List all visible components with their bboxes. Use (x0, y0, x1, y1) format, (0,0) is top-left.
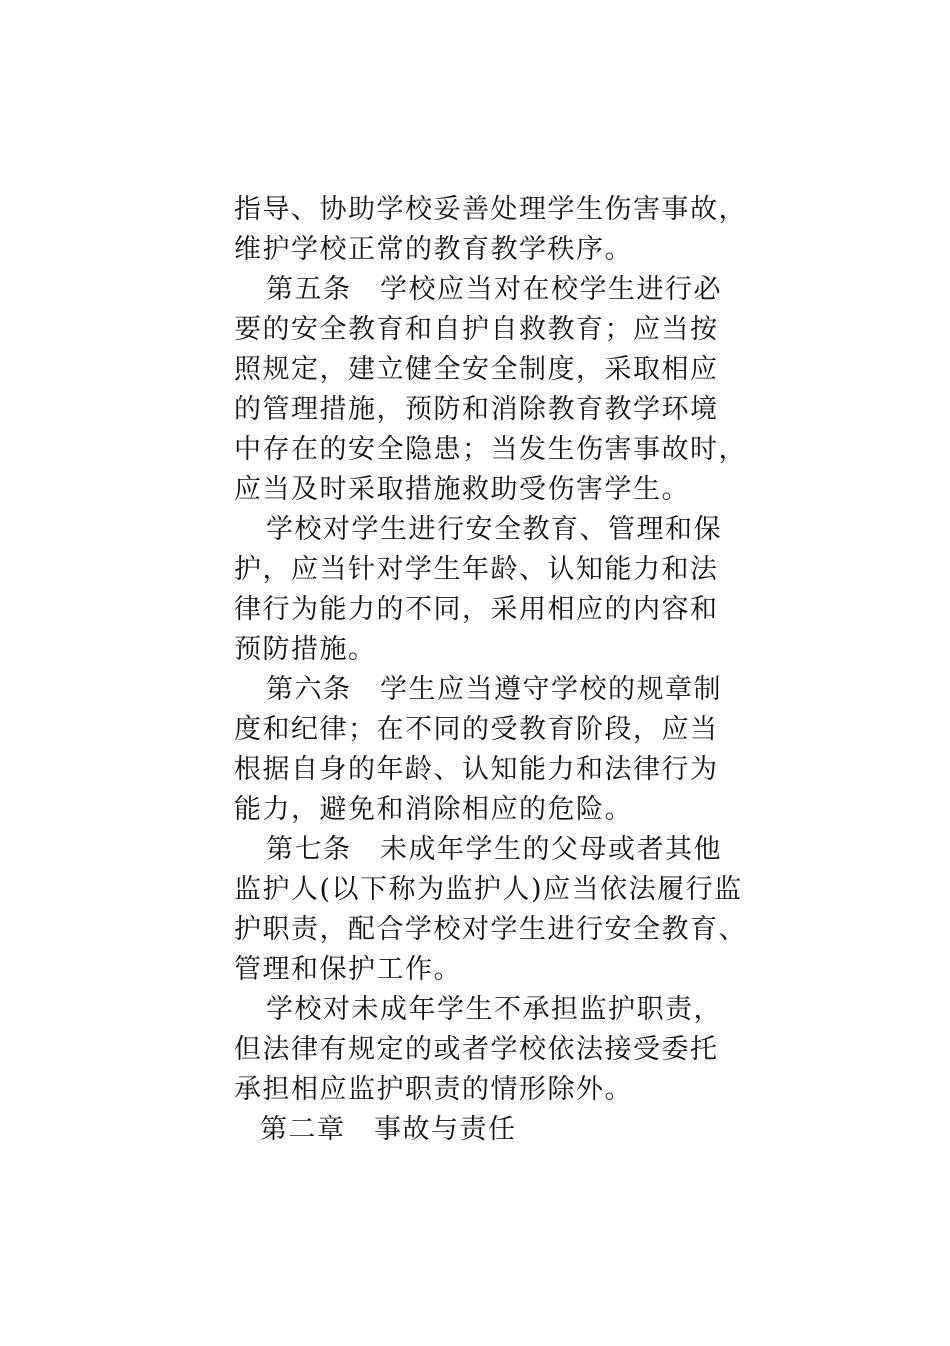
paragraph-start-line: 学校对学生进行安全教育、管理和保 (266, 514, 722, 545)
document-body (234, 190, 747, 1150)
text-line: 监护人(以下称为监护人)应当依法履行监 (234, 874, 743, 905)
text-line: 承担相应监护职责的情形除外。 (234, 1074, 633, 1105)
text-line: 根据自身的年龄、认知能力和法律行为 (234, 754, 719, 785)
text-line: 律行为能力的不同，采用相应的内容和 (234, 594, 719, 625)
text-line: 预防措施。 (234, 634, 377, 665)
text-line: 度和纪律；在不同的受教育阶段，应当 (234, 714, 719, 745)
article-7-heading-line: 第七条 未成年学生的父母或者其他 (266, 834, 722, 865)
text-line: 管理和保护工作。 (234, 954, 462, 985)
text-line: 护职责，配合学校对学生进行安全教育、 (234, 914, 747, 945)
text-line: 能力，避免和消除相应的危险。 (234, 794, 633, 825)
text-line: 要的安全教育和自护自救教育；应当按 (234, 314, 719, 345)
text-line: 护，应当针对学生年龄、认知能力和法 (234, 554, 719, 585)
chapter-heading: 第二章 事故与责任 (260, 1114, 517, 1145)
text-line: 的管理措施，预防和消除教育教学环境 (234, 394, 719, 425)
article-5-heading-line: 第五条 学校应当对在校学生进行必 (266, 274, 722, 305)
text-line: 中存在的安全隐患；当发生伤害事故时， (234, 434, 747, 465)
text-line: 照规定，建立健全安全制度，采取相应 (234, 354, 719, 385)
text-line: 维护学校正常的教育教学秩序。 (234, 234, 633, 265)
text-line: 应当及时采取措施救助受伤害学生。 (234, 474, 690, 505)
article-6-heading-line: 第六条 学生应当遵守学校的规章制 (266, 674, 722, 705)
text-line: 但法律有规定的或者学校依法接受委托 (234, 1034, 719, 1065)
paragraph-start-line: 学校对未成年学生不承担监护职责， (266, 994, 722, 1025)
text-line: 指导、协助学校妥善处理学生伤害事故， (234, 194, 747, 225)
